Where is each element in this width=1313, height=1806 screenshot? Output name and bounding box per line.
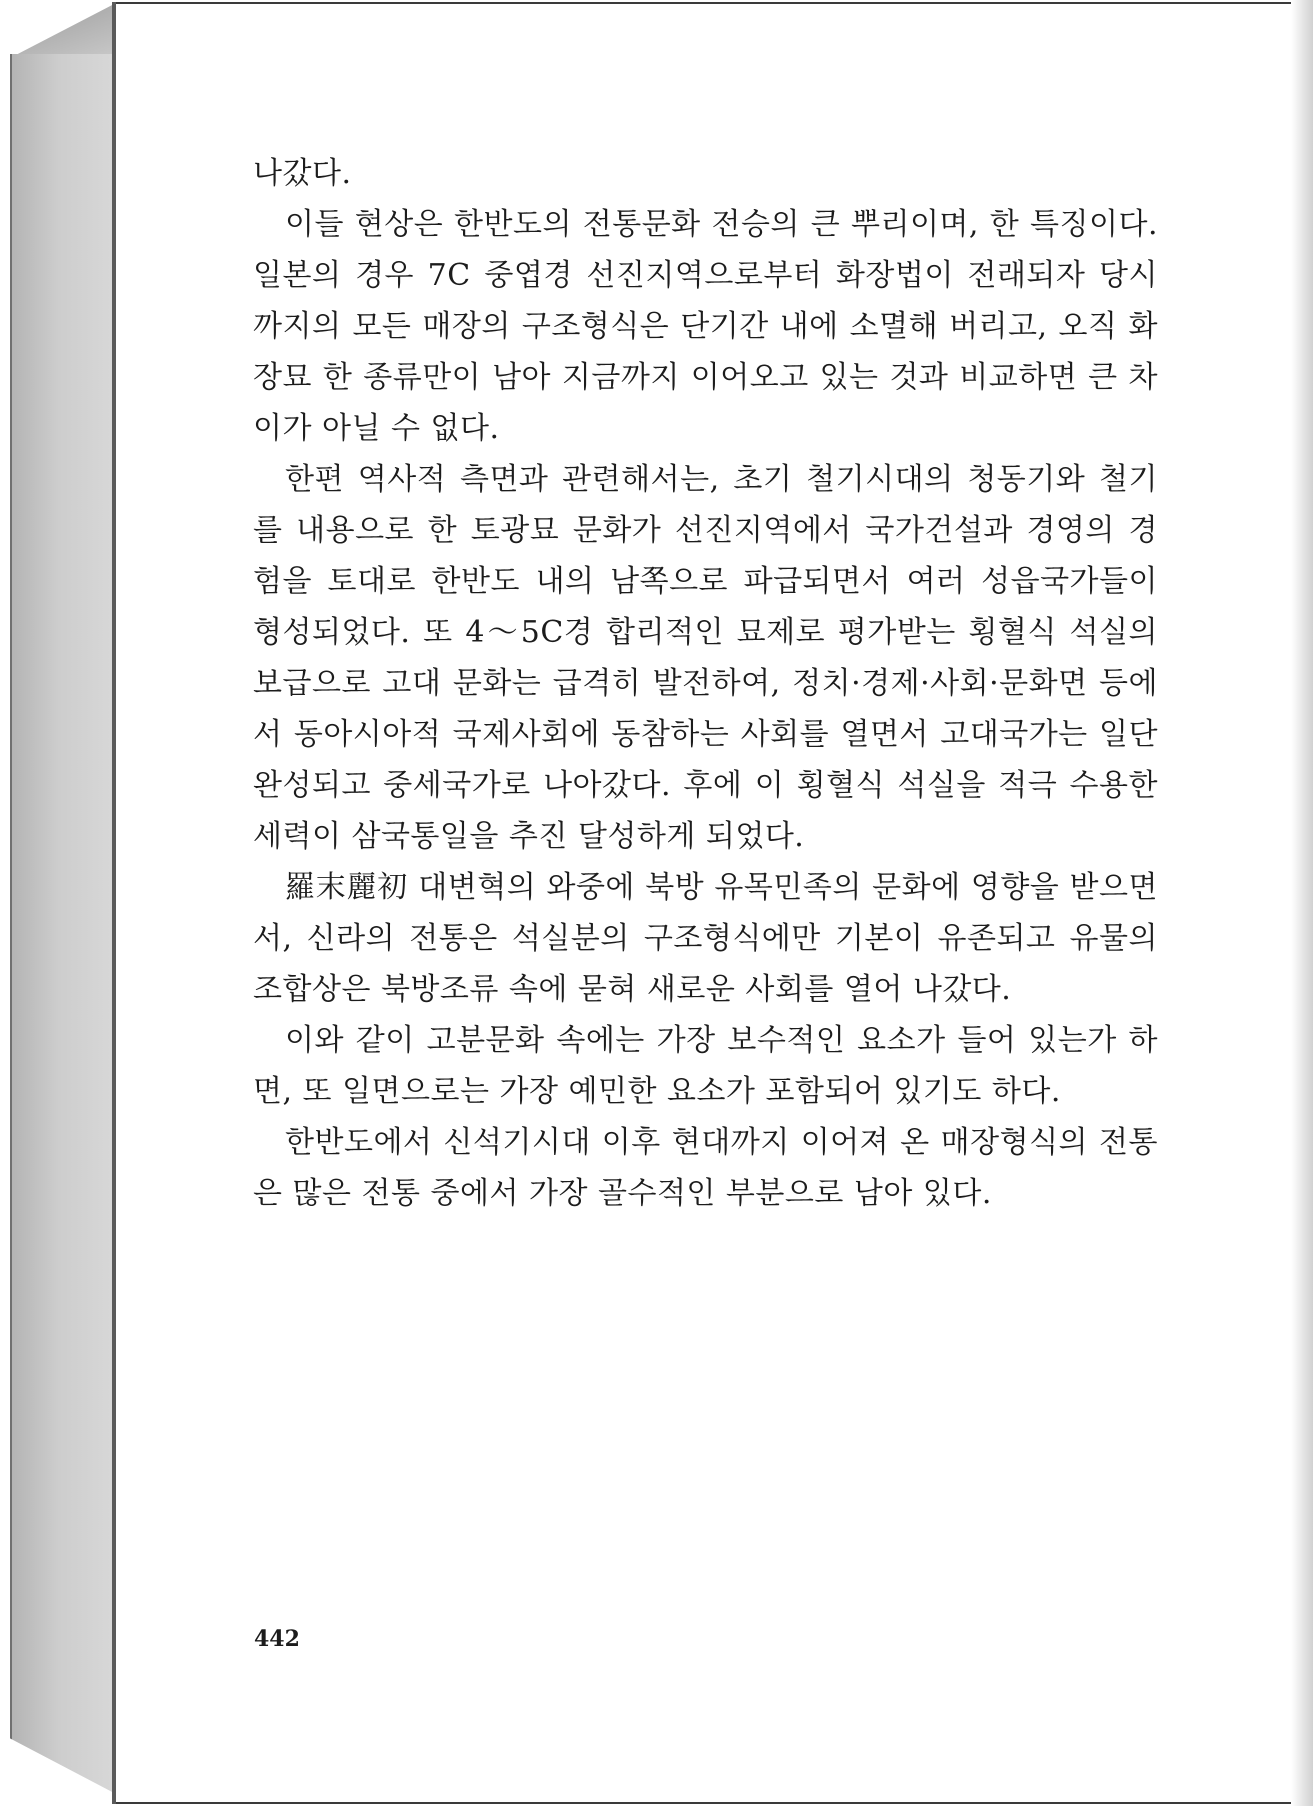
paragraph: 이들 현상은 한반도의 전통문화 전승의 큰 뿌리이며, 한 특징이다. 일본의 경우 7C 중엽경 선진지역으로부터 화장법이 전래되자 당시까지의 모든 매장의 구조형식은 단기간 내에 소멸해 버리고, 오직 화장묘 한 종류만이 남아 지금까지 이어오고 있는 것과 비교하면 큰 차이가 아닐 수 없다. — [253, 207, 1158, 446]
paragraph: 한반도에서 신석기시대 이후 현대까지 이어져 온 매장형식의 전통은 많은 전통 중에서 가장 골수적인 부분으로 남아 있다. — [253, 1125, 1158, 1211]
book-top-edge — [10, 2, 118, 58]
page-binding-edge — [112, 2, 116, 1804]
page-edge-shadow — [1291, 0, 1313, 1806]
paragraph: 한편 역사적 측면과 관련해서는, 초기 철기시대의 청동기와 철기를 내용으로 한 토광묘 문화가 선진지역에서 국가건설과 경영의 경험을 토대로 한반도 내의 남쪽으로 파급되면서 여러 성읍국가들이 형성되었다. 또 4～5C경 합리적인 묘제로 평가받는 횡혈식 석실의 보급으로 고대 문화는 급격히 발전하여, 정치·경제·사회·문화면 등에서 동아시아적 국제사회에 동참하는 사회를 열면서 고대국가는 일단 완성되고 중세국가로 나아갔다. 후에 이 횡혈식 석실을 적극 수용한 세력이 삼국통일을 추진 달성하게 되었다. — [253, 462, 1158, 854]
paragraph: 이와 같이 고분문화 속에는 가장 보수적인 요소가 들어 있는가 하면, 또 일면으로는 가장 예민한 요소가 포함되어 있기도 하다. — [253, 1023, 1158, 1109]
paragraph: 羅末麗初 대변혁의 와중에 북방 유목민족의 문화에 영향을 받으면서, 신라의 전통은 석실분의 구조형식에만 기본이 유존되고 유물의 조합상은 북방조류 속에 묻혀 새로운 사회를 열어 나갔다. — [253, 870, 1158, 1007]
page-number: 442 — [254, 1626, 300, 1652]
paragraph-continuation: 나갔다. — [253, 156, 352, 191]
book-spine — [10, 54, 116, 1794]
body-text — [253, 148, 1158, 1219]
